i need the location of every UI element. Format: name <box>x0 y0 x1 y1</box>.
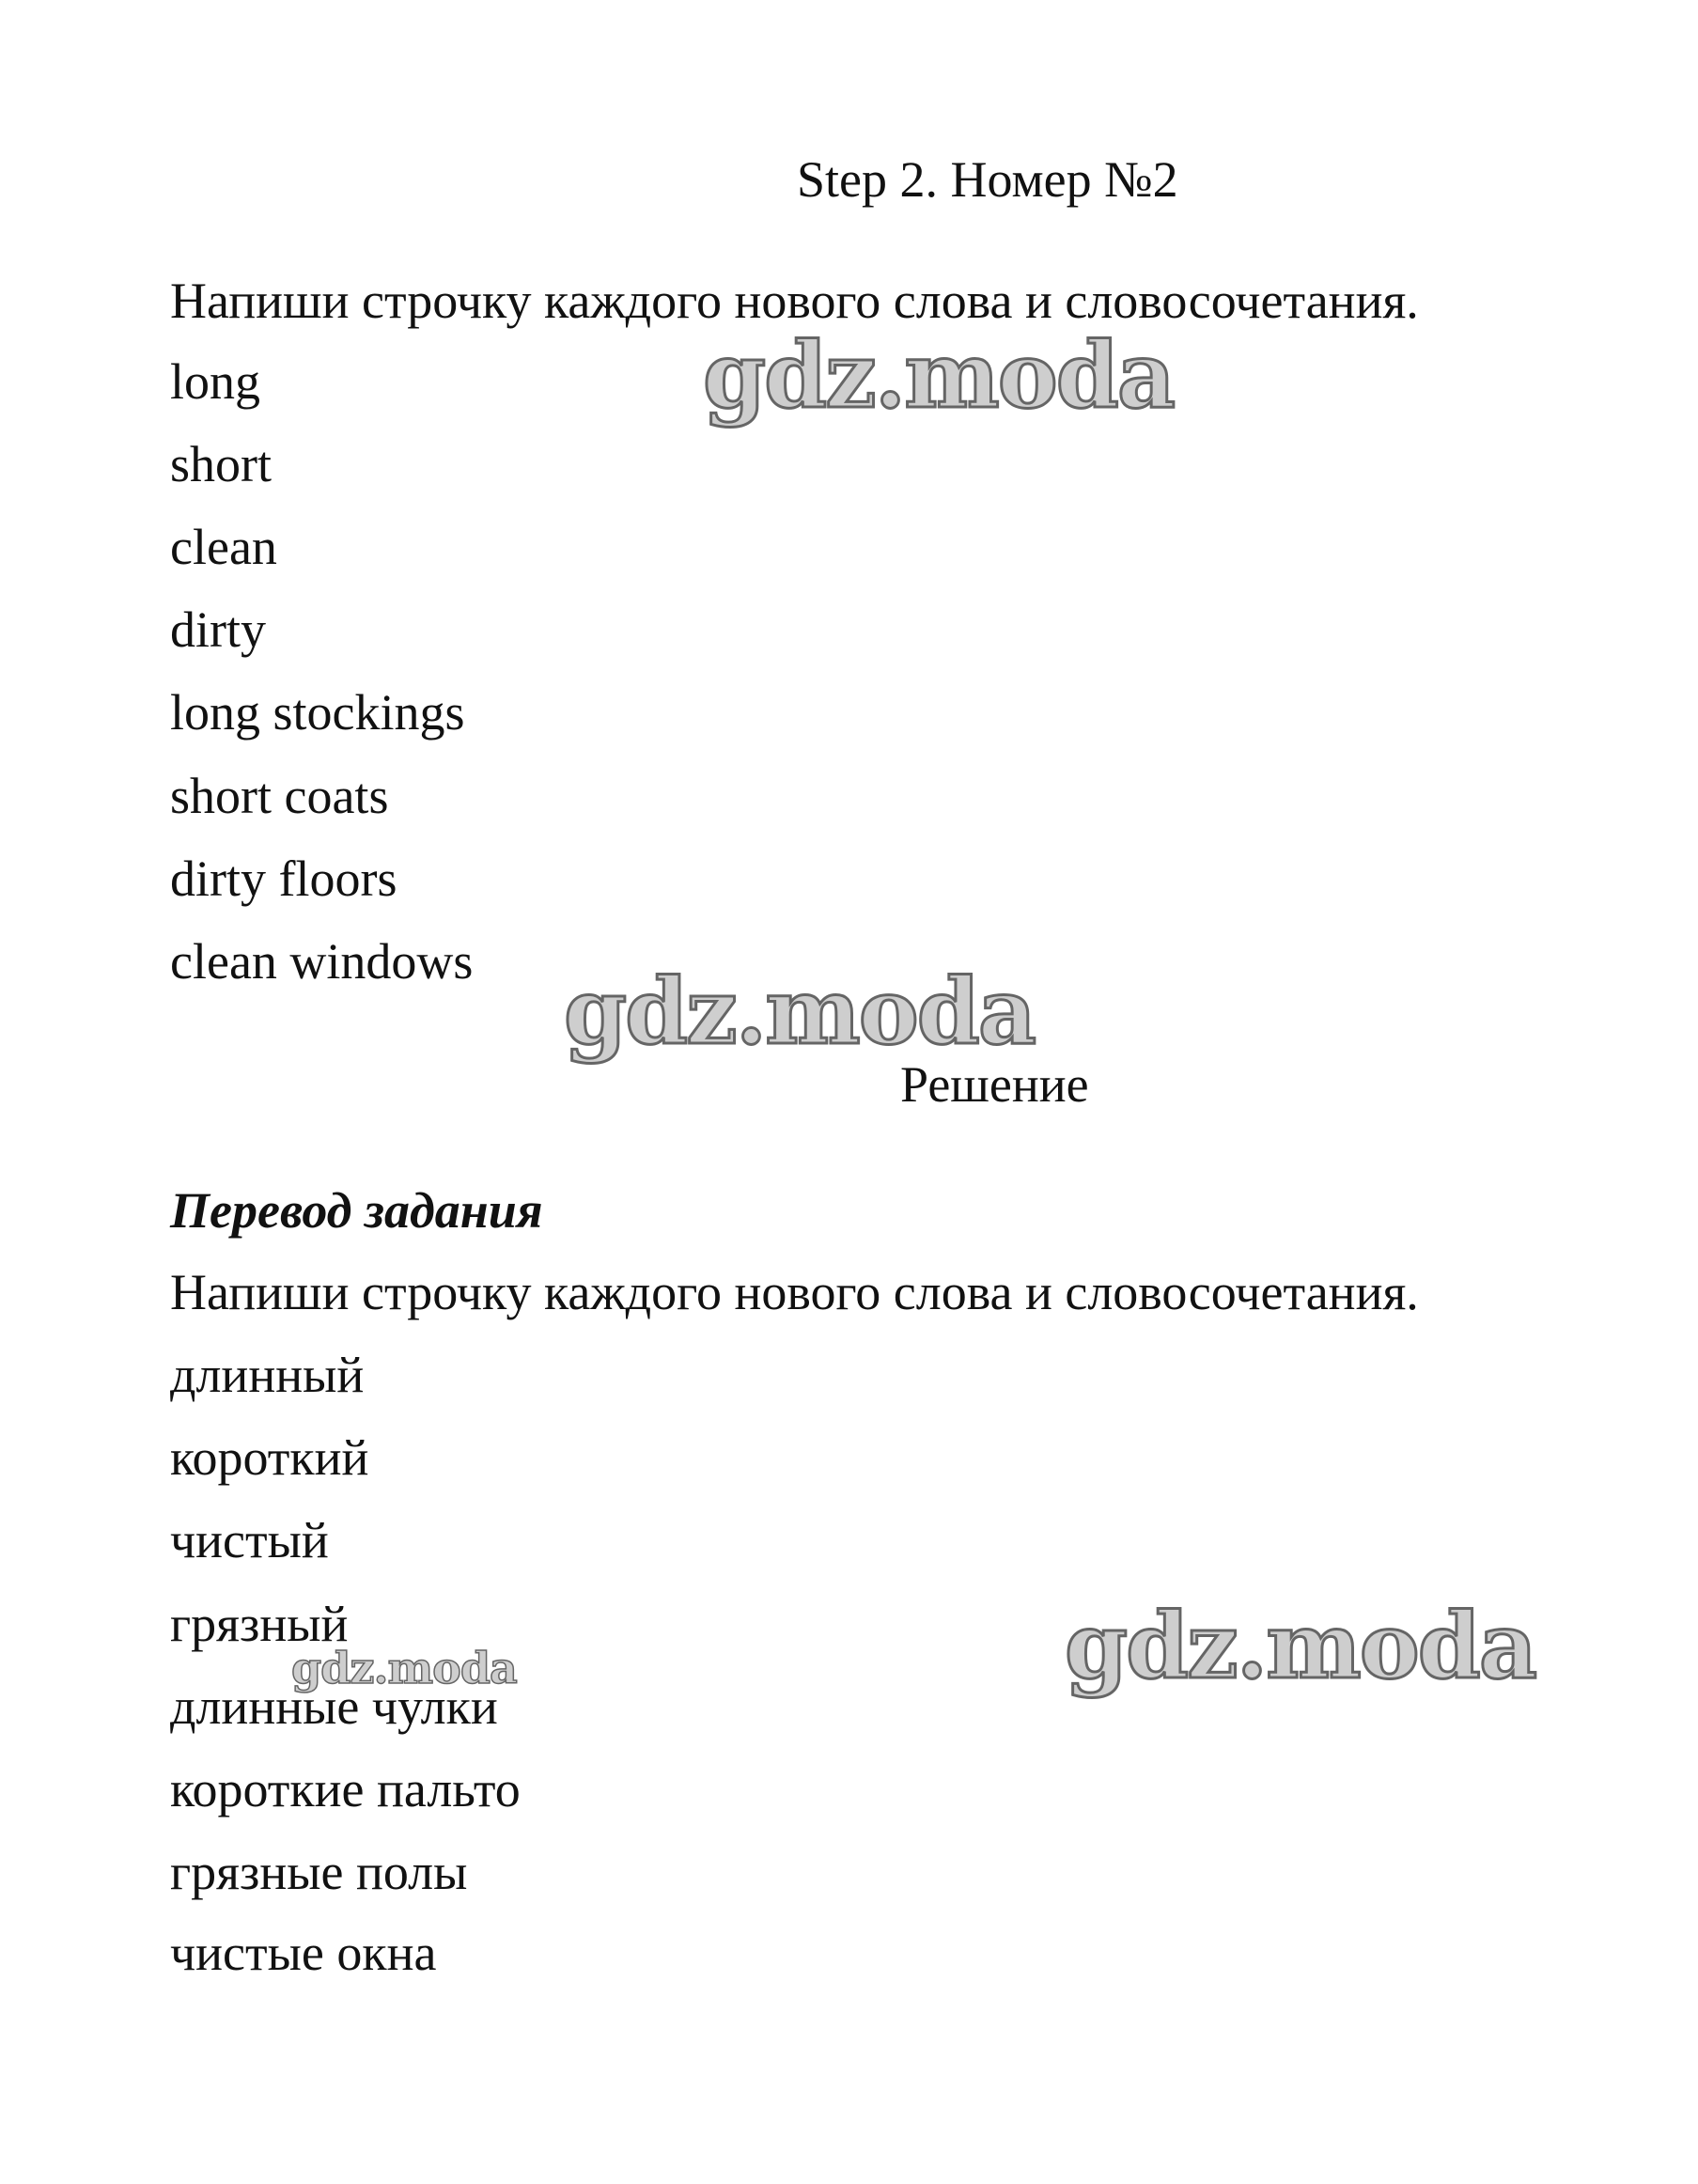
translation-item: длинные чулки <box>170 1678 498 1735</box>
translation-item: длинный <box>170 1347 365 1403</box>
translation-item: чистые окна <box>170 1925 437 1981</box>
translation-item: чистый <box>170 1512 329 1568</box>
word-item: dirty floors <box>170 850 397 907</box>
translation-task: Напиши строчку каждого нового слова и словосочетания. <box>170 1264 1419 1320</box>
watermark: gdz.moda <box>291 1643 517 1693</box>
page-title: Step 2. Номер №2 <box>797 151 1178 208</box>
translation-item: грязные полы <box>170 1844 468 1900</box>
task-text: Напиши строчку каждого нового слова и словосочетания. <box>170 273 1419 329</box>
word-item: long <box>170 353 261 410</box>
word-item: long stockings <box>170 684 465 741</box>
word-item: dirty <box>170 601 266 658</box>
watermark: gdz.moda <box>703 322 1175 429</box>
translation-item: грязный <box>170 1596 349 1652</box>
translation-item: короткие пальто <box>170 1761 521 1817</box>
solution-label: Решение <box>900 1056 1089 1113</box>
word-item: short <box>170 436 272 492</box>
word-item: clean windows <box>170 933 474 990</box>
watermark: gdz.moda <box>1065 1593 1536 1699</box>
translation-heading: Перевод задания <box>170 1182 543 1239</box>
word-item: short coats <box>170 768 389 824</box>
word-item: clean <box>170 519 277 575</box>
translation-item: короткий <box>170 1429 369 1486</box>
watermark: gdz.moda <box>564 959 1036 1065</box>
